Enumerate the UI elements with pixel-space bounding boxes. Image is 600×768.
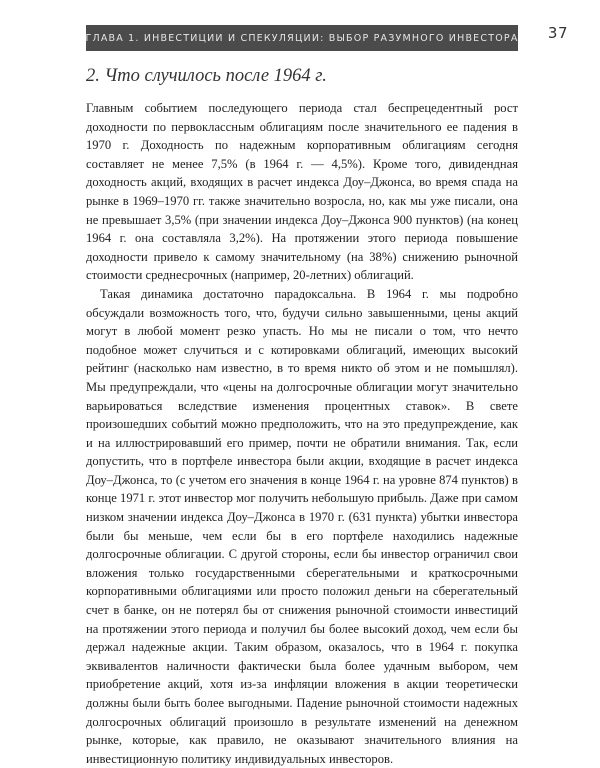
page-number: 37 xyxy=(547,24,568,42)
page-body xyxy=(86,66,518,768)
paragraph: Главным событием последующего периода стал беспрецедентный рост доходности по первоклассным облигациям после значительного ее падения в 1970 г. Доходность по надежным корпоративным облигациям сегодня составляет не менее 7,5% (в 1964 г. — 4,5%). Кроме того, дивидендная доходность акций, входящих в расчет индекса Доу–Джонса, во время спада на рынке в 1969–1970 гг. также значительно возросла, но, как мы уже писали, она не превышает 3,5% (при значении индекса Доу–Джонса 900 пунктов) (на конец 1964 г. она составляла 3,2%). На протяжении этого периода повышение доходности привело к самому значительному (на 38%) снижению рыночной стоимости среднесрочных (например, 20-летних) облигаций. xyxy=(86,101,518,283)
chapter-title: ГЛАВА 1. ИНВЕСТИЦИИ И СПЕКУЛЯЦИИ: ВЫБОР РАЗУМНОГО ИНВЕСТОРА xyxy=(85,32,519,44)
section-title: 2. Что случилось после 1964 г. xyxy=(86,66,327,86)
paragraph: Такая динамика достаточно парадоксальна. В 1964 г. мы подробно обсуждали возможность того, что, будучи сильно завышенными, цены акций могут в любой момент резко упасть. Но мы не писали о том, что нечто подобное может случиться и с котировками облигаций, имеющих высокий рейтинг (насколько нам известно, в то время никто об этом и не помышлял). Мы предупреждали, что «цены на долгосрочные облигации могут значительно варьироваться вследствие изменения процентных ставок». В свете произошедших событий можно предположить, что на это предупреждение, как и на иллюстрировавший его пример, почти не обратили внимания. Так, если допустить, что в портфеле инвестора были акции, входящие в расчет индекса Доу–Джонса, то (с учетом его значения в конце 1964 г. на уровне 874 пунктов) в конце 1971 г. этот инвестор мог получить небольшую прибыль. Даже при самом низком значении индекса Доу–Джонса в 1970 г. (631 пункта) убытки инвестора были бы меньше, чем если бы в его портфеле находились надежные долгосрочные облигации. С другой стороны, если бы инвестор ограничил свои вложения только государственными сберегательными и краткосрочными корпоративными облигациями или просто положил деньги на сберегательный счет в банке, он не потерял бы от снижения рыночной стоимости инвестиций на протяжении этого периода и получил бы более высокий доход, чем если бы держал надежные акции. Таким образом, оказалось, что в 1964 г. покупка эквивалентов наличности фактически была более удачным выбором, чем приобретение акций, хотя из-за инфляции вложения в акции теоретически должны были быть более выгодными. Падение рыночной стоимости надежных долгосрочных облигаций произошло в результате изменений на денежном рынке, которые, как правило, не оказывают значительного влияния на инвестиционную политику индивидуальных инвесторов. xyxy=(86,286,518,766)
running-header xyxy=(86,25,518,51)
